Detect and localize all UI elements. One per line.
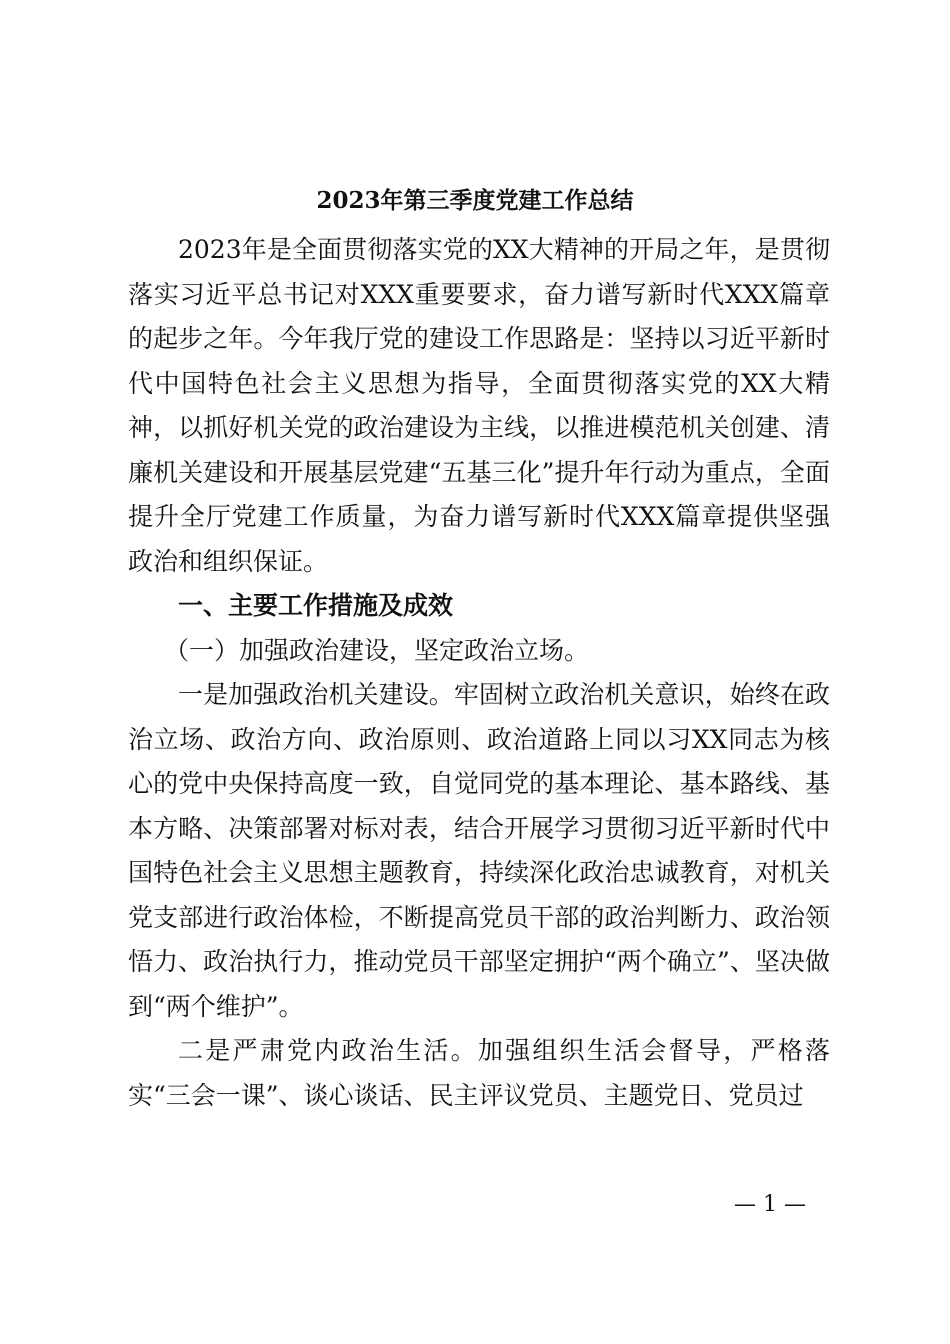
- document-body: [128, 228, 830, 1118]
- subsection-heading: （一）加强政治建设，坚定政治立场。: [164, 635, 590, 665]
- document-title: 2023年第三季度党建工作总结: [316, 187, 634, 214]
- section-heading: 一、主要工作措施及成效: [178, 591, 454, 620]
- body-paragraph: 一是加强政治机关建设。牢固树立政治机关意识，始终在政治立场、政治方向、政治原则、政治道路上同以习XX同志为核心的党中央保持高度一致，自觉同党的基本理论、基本路线、基本方略、决策部署对标对表，结合开展学习贯彻习近平新时代中国特色社会主义思想主题教育，持续深化政治忠诚教育，对机关党支部进行政治体检，不断提高党员干部的政治判断力、政治领悟力、政治执行力，推动党员干部坚定拥护“两个确立”、坚决做到“两个维护”。: [128, 680, 830, 1021]
- intro-paragraph: 2023年是全面贯彻落实党的XX大精神的开局之年，是贯彻落实习近平总书记对XXX重要要求，奋力谱写新时代XXX篇章的起步之年。今年我厅党的建设工作思路是：坚持以习近平新时代中国特色社会主义思想为指导，全面贯彻落实党的XX大精神，以抓好机关党的政治建设为主线，以推进模范机关创建、清廉机关建设和开展基层党建“五基三化”提升年行动为重点，全面提升全厅党建工作质量，为奋力谱写新时代XXX篇章提供坚强政治和组织保证。: [128, 235, 830, 576]
- page-number: — 1 —: [734, 1192, 806, 1217]
- body-paragraph: 二是严肃党内政治生活。加强组织生活会督导，严格落实“三会一课”、谈心谈话、民主评议党员、主题党日、党员过: [128, 1036, 830, 1110]
